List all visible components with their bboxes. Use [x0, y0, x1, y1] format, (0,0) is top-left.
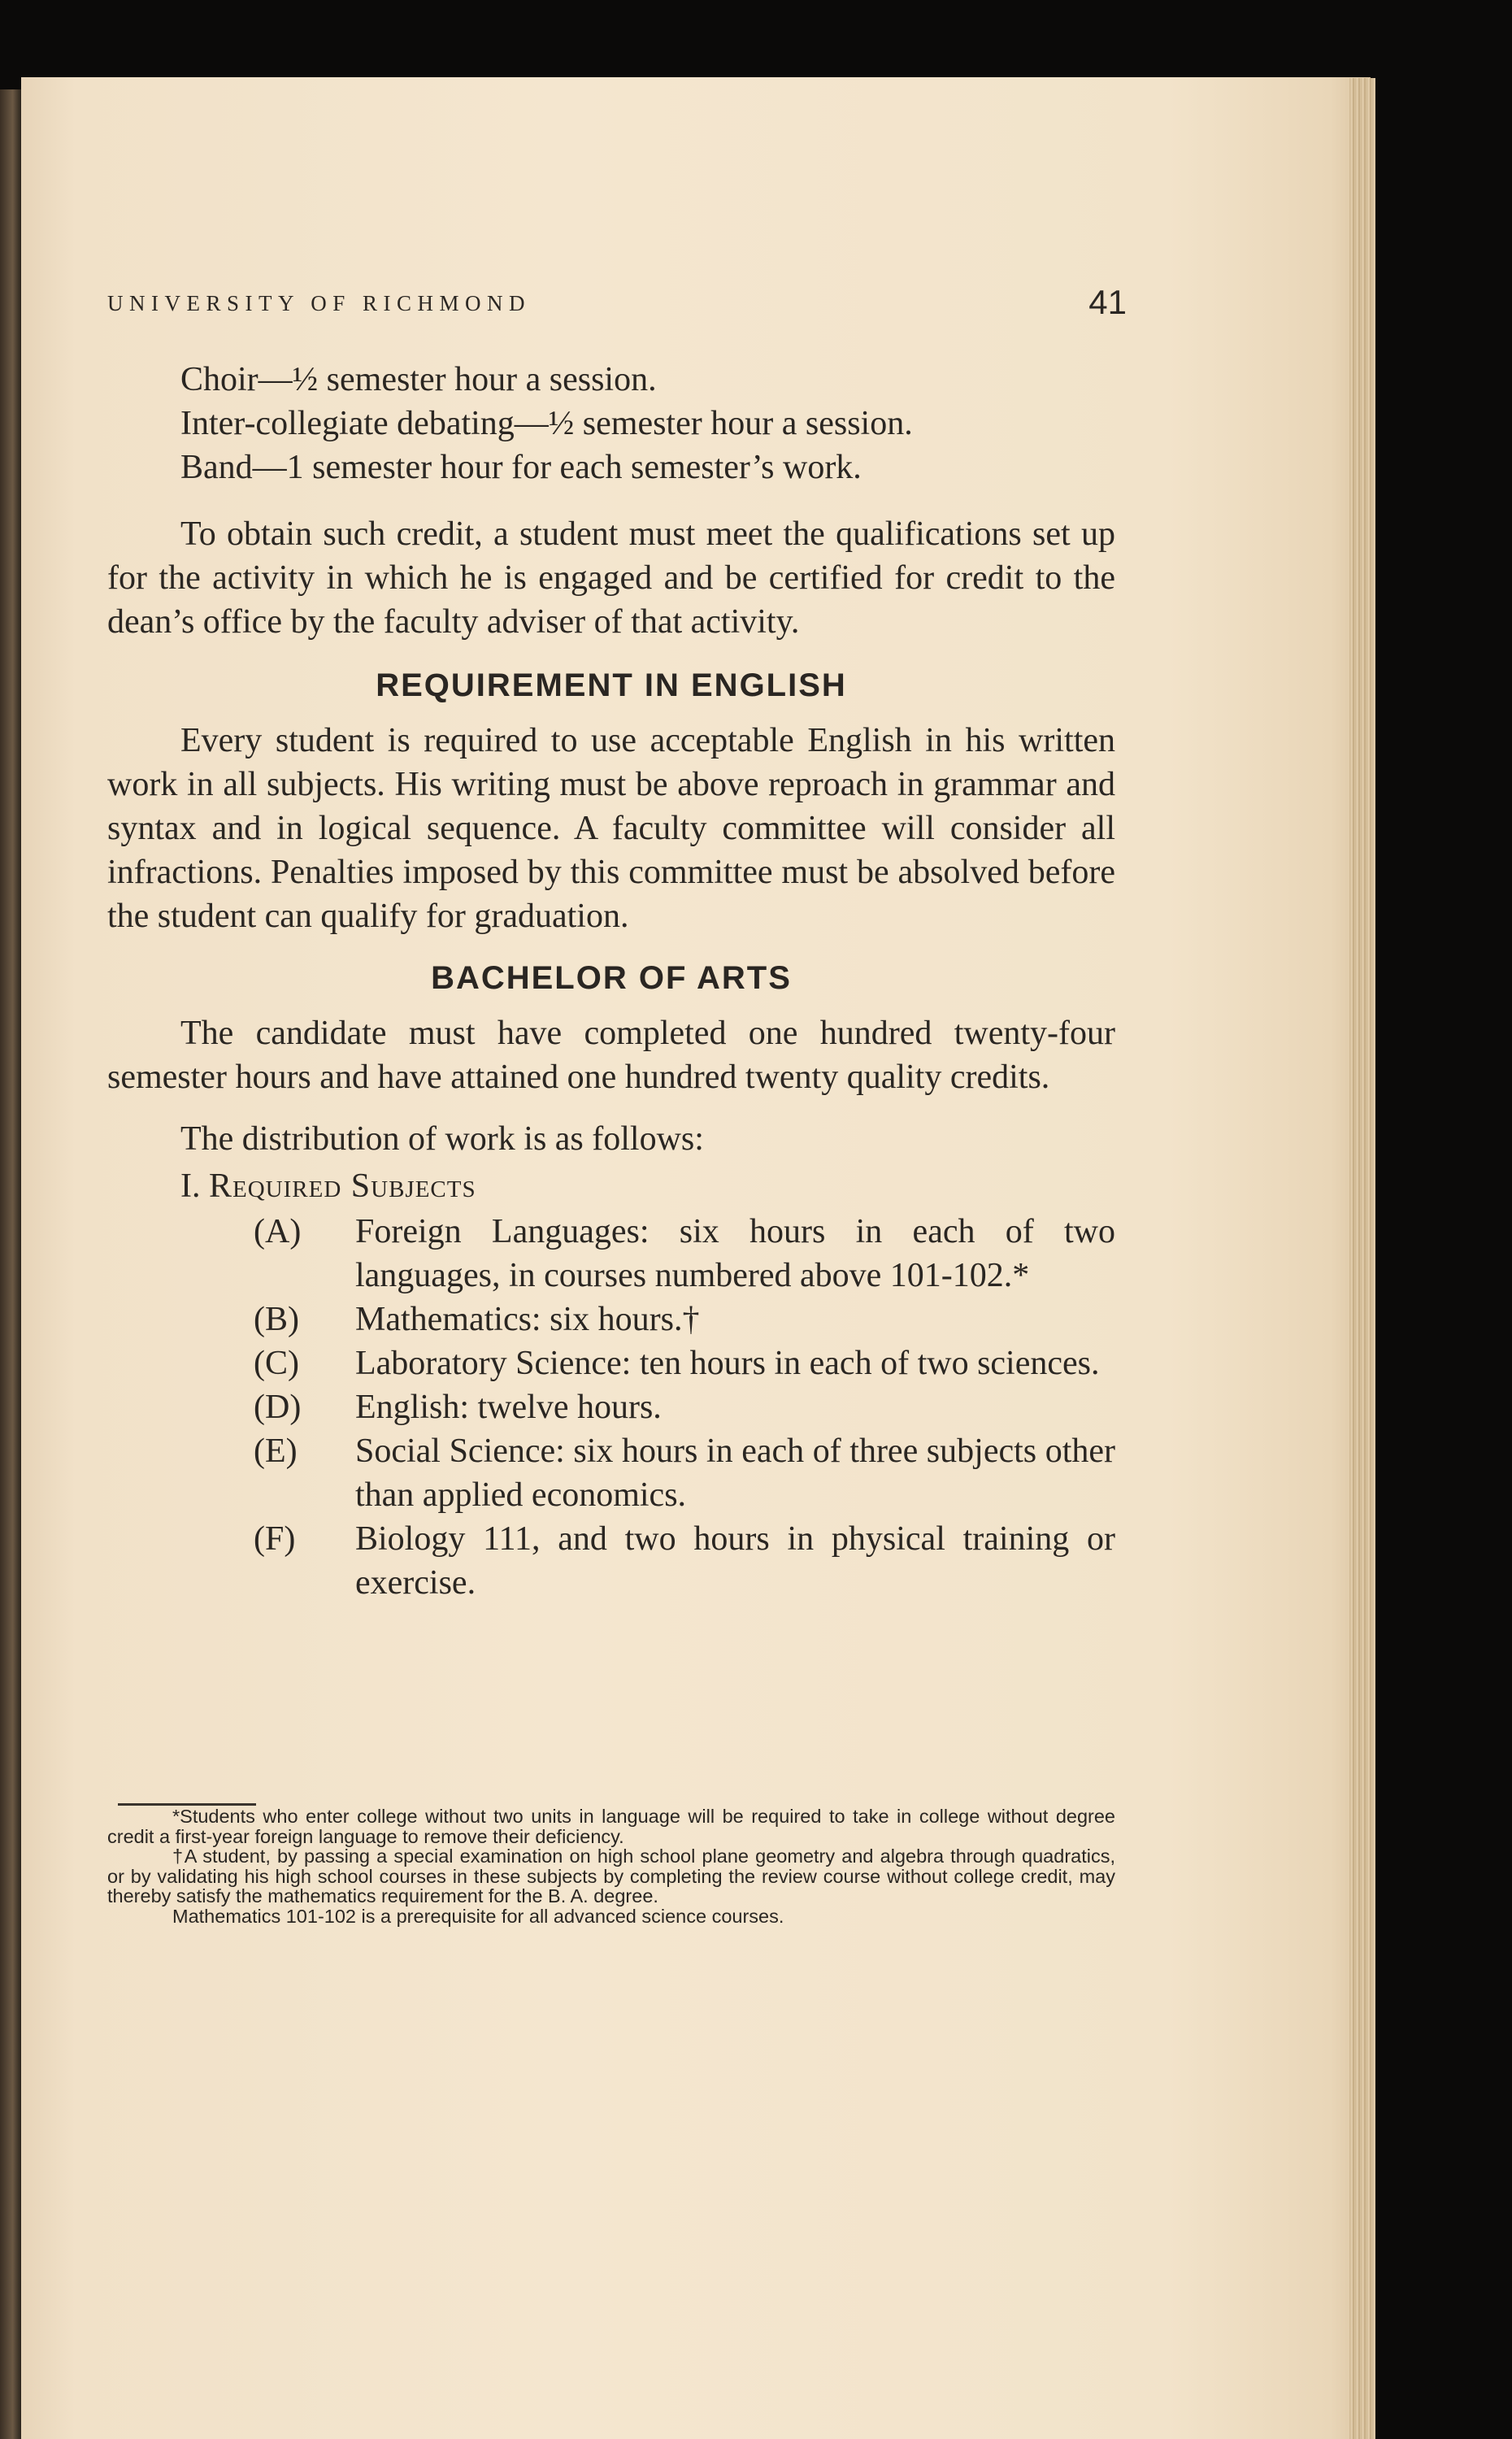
facing-page-edge [0, 89, 21, 2439]
distribution-intro: The distribution of work is as follows: [180, 1120, 704, 1158]
subject-text: English: twelve hours. [355, 1389, 662, 1426]
subject-label: (B) [254, 1301, 299, 1338]
footnotes [107, 1806, 1115, 1926]
footnote-prerequisite: Mathematics 101-102 is a prerequisite for all advanced science courses. [172, 1905, 784, 1927]
subject-item [107, 1429, 1115, 1517]
subject-item [107, 1517, 1115, 1605]
running-head [107, 283, 1127, 333]
subject-text: Social Science: six hours in each of three subjects other than applied economics. [355, 1433, 1115, 1514]
section-numeral: I. [180, 1167, 201, 1205]
subject-item [107, 1298, 1115, 1341]
english-heading: REQUIREMENT IN ENGLISH [376, 667, 847, 703]
subject-label: (A) [254, 1213, 302, 1250]
credit-choir: Choir—½ semester hour a session. [180, 361, 657, 398]
section-title: Required Subjects [209, 1167, 476, 1205]
subject-text: Foreign Languages: six hours in each of two languages, in courses numbered above 101-102.* [355, 1213, 1115, 1294]
credits-list [107, 358, 1115, 489]
subject-text: Laboratory Science: ten hours in each of two sciences. [355, 1345, 1100, 1382]
running-head-title: UNIVERSITY OF RICHMOND [107, 291, 532, 315]
subject-label: (F) [254, 1520, 296, 1558]
subject-text: Mathematics: six hours.† [355, 1301, 700, 1338]
page-number: 41 [1088, 283, 1127, 321]
bachelor-heading: BACHELOR OF ARTS [431, 960, 792, 996]
page-stack-edge [1349, 78, 1375, 2439]
required-subjects-list [107, 1210, 1115, 1605]
subject-label: (C) [254, 1345, 299, 1382]
bachelor-paragraph: The candidate must have completed one hundred twenty-four semester hours and have attained one hundred twenty quality credits. [107, 1015, 1115, 1096]
english-paragraph: Every student is required to use acceptable English in his written work in all subjects. His writing must be above reproach in grammar and syntax and in logical sequence. A faculty committee will consider all infractions. Penalties imposed by this committee must be absolved before the student can qualify for graduation. [107, 722, 1115, 935]
footnote-mathematics: †A student, by passing a special examination on high school plane geometry and algebra through quadratics, or by validating his high school courses in these subjects by completing the review course without college credit, may thereby satisfy the mathematics requirement for the B. A. degree. [107, 1846, 1115, 1906]
subject-text: Biology 111, and two hours in physical training or exercise. [355, 1520, 1115, 1602]
subject-label: (E) [254, 1433, 298, 1470]
credit-paragraph [107, 512, 1115, 644]
subject-item [107, 1341, 1115, 1385]
subject-item [107, 1385, 1115, 1429]
page-body [107, 358, 1115, 1605]
required-subjects-heading [107, 1164, 1115, 1208]
subject-label: (D) [254, 1389, 302, 1426]
footnote-language: *Students who enter college without two units in language will be required to take in college without degree credit a first-year foreign language to remove their deficiency. [107, 1806, 1115, 1847]
credit-paragraph-text: To obtain such credit, a student must meet the qualifications set up for the activity in which he is engaged and be certified for credit to the dean’s office by the faculty adviser of that activity. [107, 515, 1115, 641]
subject-item [107, 1210, 1115, 1298]
credit-band: Band—1 semester hour for each semester’s work. [180, 449, 862, 486]
credit-debating: Inter-collegiate debating—½ semester hour a session. [180, 405, 913, 442]
